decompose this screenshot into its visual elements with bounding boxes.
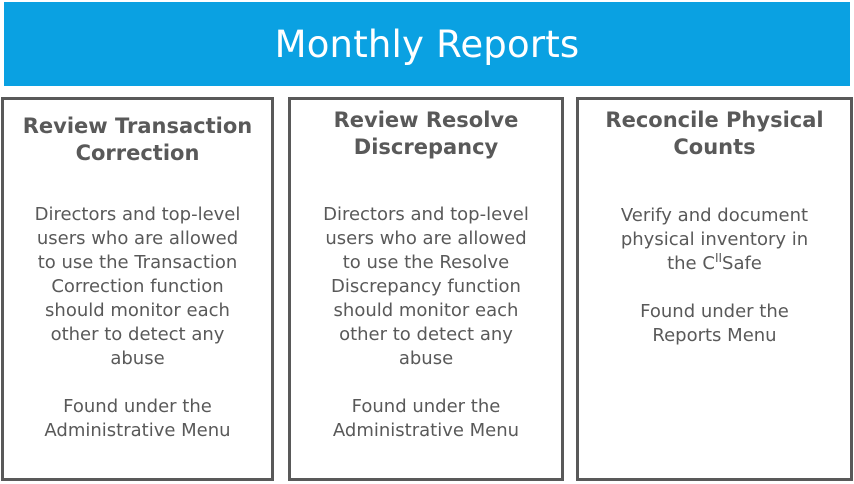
card-review-transaction-correction — [1, 97, 274, 481]
card-title-line: Review Transaction — [22, 114, 253, 138]
card-body — [599, 204, 830, 348]
location-line: Found under the — [351, 396, 501, 417]
description-line: abuse — [110, 348, 165, 369]
location-line: Reports Menu — [652, 325, 777, 346]
description-line: should monitor each — [333, 300, 519, 321]
card-reconcile-physical-counts — [576, 97, 853, 481]
description-line: abuse — [398, 348, 454, 369]
description-line: should monitor each — [45, 300, 230, 321]
description-line: Discrepancy function — [331, 276, 521, 297]
location-line: Administrative Menu — [332, 420, 520, 441]
card-title-line: Counts — [673, 135, 756, 159]
safe-suffix: Safe — [722, 253, 762, 274]
card-body — [299, 203, 553, 443]
banner-title: Monthly Reports — [274, 22, 580, 66]
location-line: Found under the — [640, 301, 789, 322]
description-line: to use the Transaction — [37, 252, 238, 273]
description-line: users who are allowed — [325, 228, 527, 249]
card-title — [291, 107, 561, 161]
location-line: Found under the — [63, 396, 212, 417]
banner — [4, 2, 850, 86]
card-body — [12, 203, 263, 443]
description-line: Correction function — [51, 276, 224, 297]
location-line: Administrative Menu — [44, 420, 231, 441]
description-line: other to detect any — [339, 324, 513, 345]
description-line: physical inventory in — [620, 229, 809, 250]
card-title-line: Review Resolve — [333, 108, 519, 132]
card-title-line: Correction — [75, 141, 200, 165]
description-line: Directors and top-level — [34, 204, 241, 225]
safe-prefix: the C — [667, 253, 715, 274]
description-line: Verify and document — [620, 205, 809, 226]
description-line: other to detect any — [50, 324, 225, 345]
description-line: Directors and top-level — [323, 204, 529, 225]
card-review-resolve-discrepancy — [288, 97, 564, 481]
description-line: users who are allowed — [36, 228, 239, 249]
card-title-line: Reconcile Physical — [605, 108, 824, 132]
card-title — [4, 113, 271, 167]
safe-line — [599, 252, 830, 276]
safe-superscript: II — [714, 251, 723, 265]
description-line: to use the Resolve — [342, 252, 510, 273]
card-title — [579, 107, 850, 161]
card-title-line: Discrepancy — [353, 135, 499, 159]
